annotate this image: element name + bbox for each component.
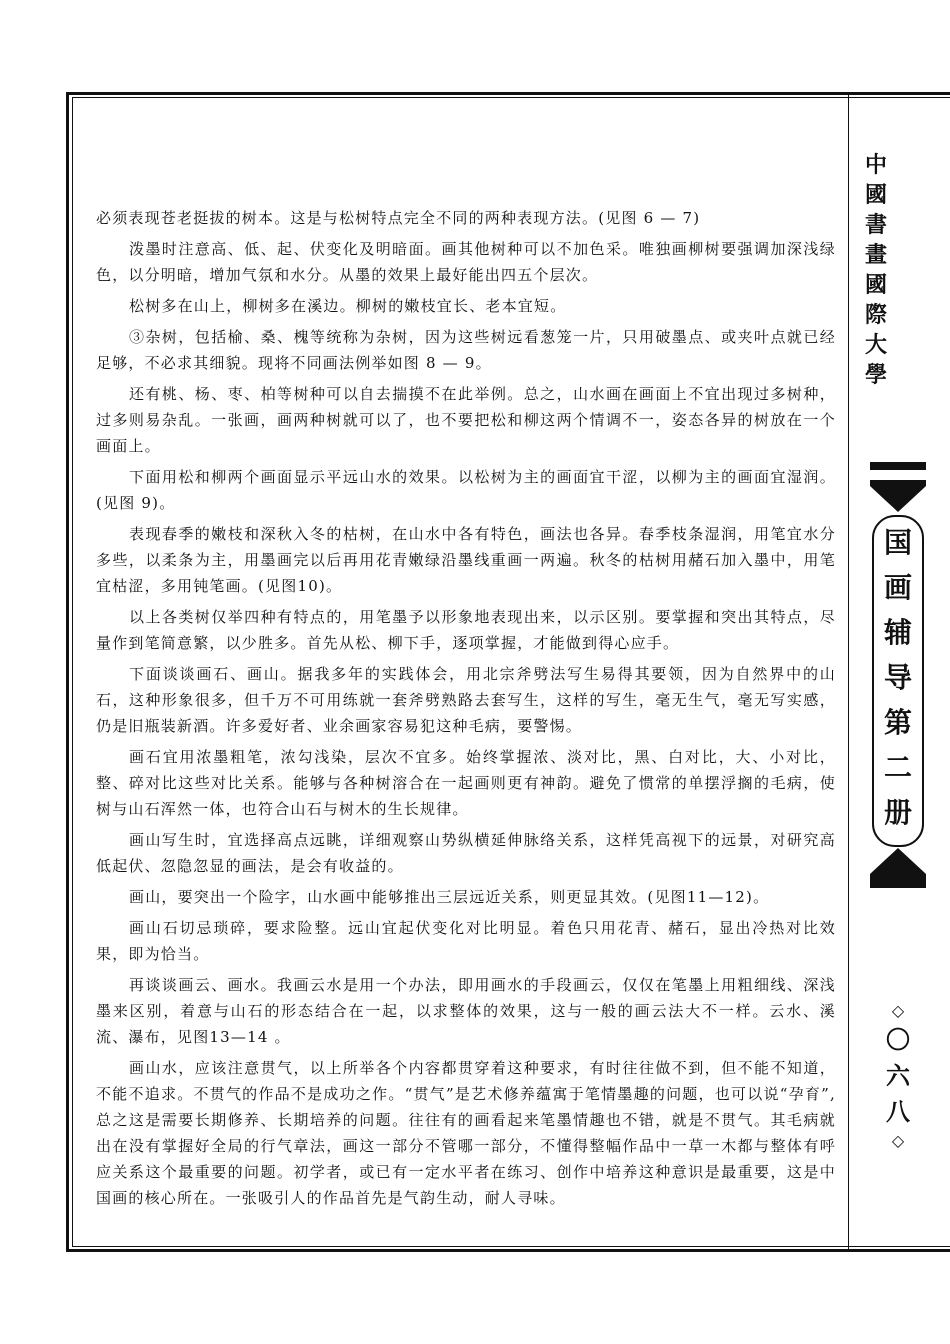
body-paragraph: 还有桃、杨、枣、柏等树种可以自去揣摸不在此举例。总之，山水画在画面上不宜出现过多树种，过多则易杂乱。一张画，画两种树就可以了，也不要把松和柳这两个情调不一，姿态各异的树放在一个画面上。 <box>96 385 836 455</box>
volume-title-char: 画 <box>883 571 912 604</box>
side-header-char: 書 <box>864 212 887 238</box>
decorative-band-top <box>870 462 926 470</box>
body-paragraph: 以上各类树仅举四种有特点的，用笔墨予以形象地表现出来，以示区别。要掌握和突出其特点，尽量作到笔简意繁，以少胜多。首先从松、柳下手，逐项掌握，才能做到得心应手。 <box>96 608 836 652</box>
body-paragraph: 画山石切忌琐碎，要求险整。远山宜起伏变化对比明显。着色只用花青、赭石，显出冷热对比效果，即为恰当。 <box>96 919 836 963</box>
body-text-column <box>96 205 836 1216</box>
volume-title-char: 册 <box>883 796 912 829</box>
page-number-char: 〇 <box>886 1025 910 1054</box>
volume-title-char: 二 <box>883 751 912 784</box>
volume-title-char: 第 <box>883 706 912 739</box>
page-number-char: 八 <box>886 1097 910 1126</box>
body-paragraph: 再谈谈画云、画水。我画云水是用一个办法，即用画水的手段画云，仅仅在笔墨上用粗细线、深浅墨来区别，着意与山石的形态结合在一起，以求整体的效果，这与一般的画云法大不一样。云水、溪流、瀑布，见图13—14 。 <box>96 976 836 1046</box>
side-header-char: 國 <box>864 272 887 298</box>
volume-title-char: 导 <box>883 661 912 694</box>
side-header-school-name <box>860 150 892 390</box>
body-paragraph: 下面用松和柳两个画面显示平远山水的效果。以松树为主的画面宜干涩，以柳为主的画面宜湿润。(见图 9)。 <box>96 468 836 512</box>
body-paragraph: 画山水，应该注意贯气，以上所举各个内容都贯穿着这种要求，有时往往做不到，但不能不知道，不能不追求。不贯气的作品不是成功之作。“贯气”是艺术修养蕴寓于笔情墨趣的问题，也可以说“孕育”,总之这是需要长期修养、长期培养的问题。往往有的画看起来笔墨情趣也不错，就是不贯气。其毛病就出在没有掌握好全局的行气章法，画这一部分不管哪一部分，不懂得整幅作品中一草一木都与整体有呼应关系这个最重要的问题。初学者，或已有一定水平者在练习、创作中培养这种意识是最重要，这是中国画的核心所在。一张吸引人的作品首先是气韵生动，耐人寻味。 <box>96 1059 836 1207</box>
page-number-char: 六 <box>886 1061 910 1090</box>
body-paragraph: 下面谈谈画石、画山。据我多年的实践体会，用北宗斧劈法写生易得其要领，因为自然界中的山石，这种形象很多，但千万不可用练就一套斧劈熟路去套写生，这样的写生，毫无生气，毫无写实感，仍是旧瓶装新酒。许多爱好者、业余画家容易犯这种毛病，要警惕。 <box>96 665 836 735</box>
volume-title-char: 国 <box>883 526 912 559</box>
body-paragraph: 表现春季的嫩枝和深秋入冬的枯树，在山水中各有特色，画法也各异。春季枝条湿润，用笔宜水分多些，以柔条为主，用墨画完以后再用花青嫩绿沿墨线重画一两遍。秋冬的枯树用赭石加入墨中，用笔宜枯涩，多用钝笔画。(见图10)。 <box>96 525 836 595</box>
side-header-char: 畫 <box>864 242 887 268</box>
cartouche-top-ornament <box>870 480 926 512</box>
margin-divider-line <box>848 95 849 1250</box>
diamond-ornament-icon: ◇ <box>891 1131 905 1150</box>
body-paragraph: 画石宜用浓墨粗笔，浓勾浅染，层次不宜多。始终掌握浓、淡对比，黑、白对比，大、小对比，整、碎对比这些对比关系。能够与各种树溶合在一起画则更有神韵。避免了惯常的单摆浮搁的毛病，使树与山石浑然一体，也符合山石与树木的生长规律。 <box>96 748 836 818</box>
side-header-char: 中 <box>864 152 887 178</box>
body-paragraph: 松树多在山上，柳树多在溪边。柳树的嫩枝宜长、老本宜短。 <box>129 297 567 315</box>
side-header-char: 國 <box>864 182 887 208</box>
decorative-band-bottom <box>870 880 926 888</box>
side-header-char: 際 <box>864 302 887 328</box>
body-paragraph: 画山写生时，宜选择高点远眺，详细观察山势纵横延伸脉络关系，这样凭高视下的远景，对研究高低起伏、忽隐忽显的画法，是会有收益的。 <box>96 831 836 875</box>
body-paragraph: 泼墨时注意高、低、起、伏变化及明暗面。画其他树种可以不加色采。唯独画柳树要强调加深浅绿色，以分明暗，增加气氛和水分。从墨的效果上最好能出四五个层次。 <box>96 240 836 284</box>
cartouche-bottom-ornament <box>870 848 926 880</box>
body-paragraph: ③杂树，包括榆、桑、槐等统称为杂树，因为这些树远看葱笼一片，只用破墨点、或夹叶点就已经足够，不必求其细貌。现将不同画法例举如图 8 — 9。 <box>96 328 836 372</box>
side-header-char: 學 <box>864 362 887 388</box>
volume-title <box>870 520 926 835</box>
body-paragraph: 画山，要突出一个险字，山水画中能够推出三层远近关系，则更显其效。(见图11—12)。 <box>129 888 770 906</box>
page-number <box>870 1000 926 1152</box>
volume-title-char: 辅 <box>883 616 912 649</box>
side-header-char: 大 <box>864 332 887 358</box>
diamond-ornament-icon: ◇ <box>891 1001 905 1020</box>
body-paragraph: 必须表现苍老挺拔的树本。这是与松树特点完全不同的两种表现方法。(见图 6 — 7) <box>96 209 701 227</box>
